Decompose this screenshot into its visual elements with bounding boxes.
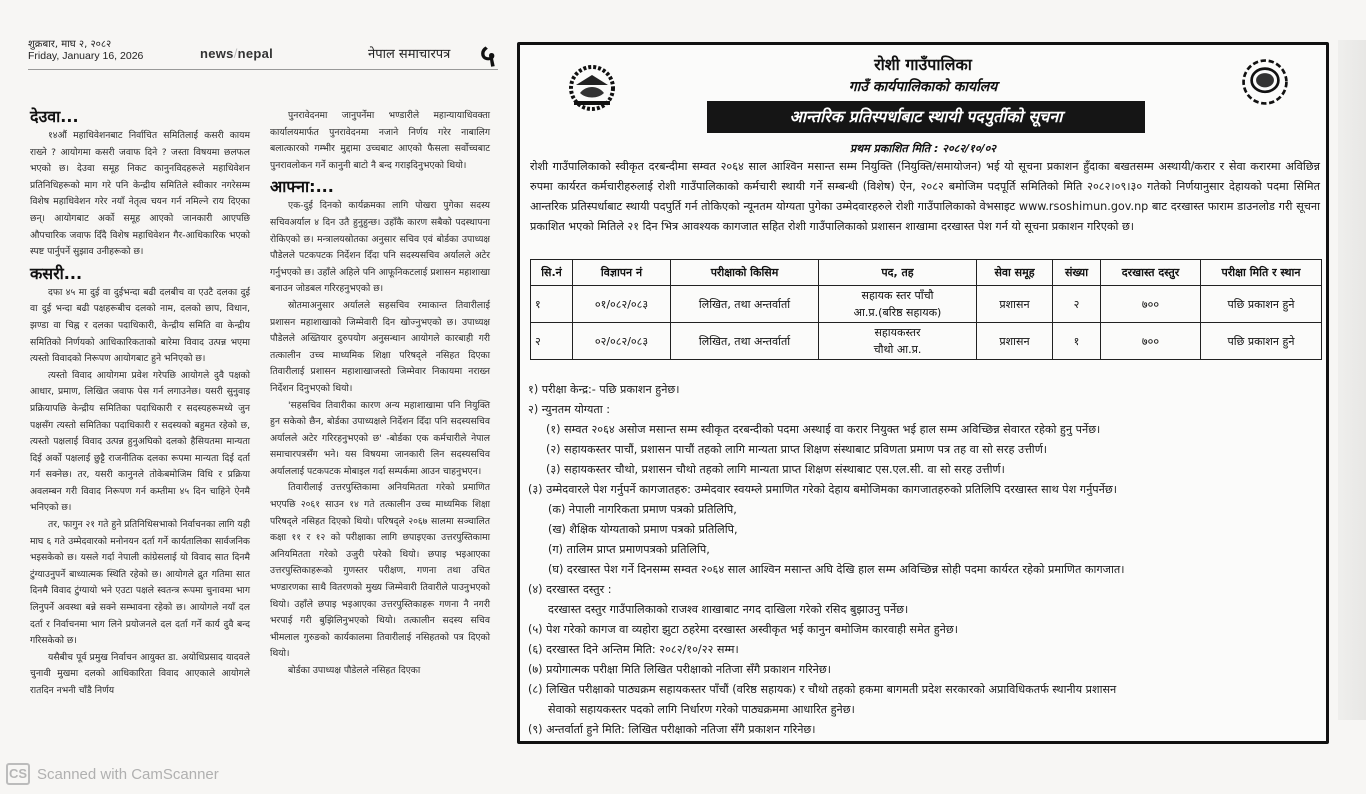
newspaper-header bbox=[28, 36, 498, 74]
list-item: (४) दरखास्त दस्तुर : bbox=[528, 583, 612, 596]
article-paragraph: यसैबीच पूर्व प्रमुख निर्वाचन आयुक्त डा. अयोधिप्रसाद यादवले चुनावी मुखमा दलको आधिकारिता विवाद आएकाले आयोगले रातदिन नभनी चाँडै निर्णय bbox=[30, 651, 250, 696]
list-item: (ख) शैक्षिक योग्यताको प्रमाण पत्रको प्रतिलिपि, bbox=[548, 523, 738, 536]
article-paragraph: 'सहसचिव तिवारीका कारण अन्य महाशाखामा पनि नियुक्ति हुन सकेको छैन, बोर्डका उपाध्यक्षले निर्देशन दिँदा पनि सदस्यसचिव अर्यालले अटेर गरिरहनुभएको छ' -बोर्डका एक कर्मचारीले नेपाल समाचारपत्रसँग भने। यस विषयमा जानकारी लिन सदस्यसचिव अर्याललाई पटकपटक मोबाइल गर्दा सम्पर्कमा आउन चाहनुभएन। bbox=[270, 399, 490, 477]
col-header: दरखास्त दस्तुर bbox=[1101, 260, 1201, 286]
article-heading: आफ्ना:... bbox=[270, 177, 334, 197]
col-header: विज्ञापन नं bbox=[573, 260, 671, 286]
article-paragraph: बोर्डका उपाध्यक्ष पौडेलले नसिहत दिएका bbox=[288, 665, 421, 676]
page-edge-shadow bbox=[1338, 40, 1366, 720]
notice-conditions-list bbox=[528, 380, 1328, 740]
list-item: (८) लिखित परीक्षाको पाठ्यक्रम सहायकस्तर पाँचौं (वरिष्ठ सहायक) र चौथो तहको हकमा बागमती प्रदेश सरकारको अप्राविधिकतर्फ स्थानीय प्रशासन bbox=[528, 683, 1117, 696]
newspaper-source: नेपाल समाचारपत्र bbox=[368, 47, 451, 62]
list-item: (५) पेश गरेको कागज वा व्यहोरा झुटा ठहरेमा दरखास्त अस्वीकृत भई कानुन बमोजिम कारवाही समेत हुनेछ। bbox=[528, 623, 958, 636]
col-header: सि.नं bbox=[531, 260, 573, 286]
article-heading: देउवा... bbox=[30, 107, 79, 126]
org-name: रोशी गाउँपालिका bbox=[874, 55, 972, 74]
article-heading: कसरी... bbox=[30, 263, 83, 283]
table-header-row bbox=[531, 260, 1322, 286]
list-item: (१) सम्वत २०६४ असोज मसान्त सम्म स्वीकृत दरबन्दीको पदमा अस्थाई वा करार नियुक्त भई हाल सम्म अविच्छिन्न सेवारत रहेको हुनु पर्नेछ। bbox=[546, 423, 1101, 436]
job-notice bbox=[517, 42, 1329, 744]
vacancy-table bbox=[530, 259, 1322, 360]
col-header: सेवा समूह bbox=[977, 260, 1053, 286]
date-english: Friday, January 16, 2026 bbox=[28, 50, 144, 62]
first-published-date: प्रथम प्रकाशित मिति : २०८२/१०/०२ bbox=[849, 142, 997, 155]
article-paragraph: तर, फागुन २१ गते हुने प्रतिनिधिसभाको निर्वाचनका लागि यही माघ ६ गते उम्मेदवारको मनोनयन दर्ता गर्ने कार्यतालिका सार्वजनिक भइसकेको छ। यसले गर्दा नेपाली कांग्रेसलाई यो विवाद सात दिनमै टुंग्याउनुपर्ने बाध्यात्मक स्थिति रहेको छ। आयोगले द्रुत गतिमा सात दिनमै विवाद टुंग्यायो भने एउटा पक्षले स्वतन्त्र रूपमा चुनावमा भाग लिनुपर्ने अवस्था बन्ने सक्ने सम्भावना रहेको छ। आयोगले नयाँ दल दर्ता र निर्वाचनमा भाग लिने प्रयोजनले दल दर्ता गर्ने कार्य दुवै बन्द गरिसकेको छ। bbox=[30, 519, 250, 647]
list-item: १) परीक्षा केन्द्र:- पछि प्रकाशन हुनेछ। bbox=[528, 383, 680, 396]
table-row: २ ०२/०८२/०८३ लिखित, तथा अन्तर्वार्ता सहायकस्तर चौथो आ.प्र. प्रशासन १ ७०० पछि प्रकाशन हुने bbox=[531, 323, 1322, 360]
col-header: परीक्षाको किसिम bbox=[671, 260, 819, 286]
list-item: (३) उम्मेदवारले पेश गर्नुपर्ने कागजातहरु: उम्मेदवार स्वयम्ले प्रमाणित गरेको देहाय बमोजिमका कागजातहरुको प्रतिलिपि दरखास्त साथ पेश गर्नुपर्नेछ। bbox=[528, 483, 1117, 496]
date-nepali: शुक्रबार, माघ २, २०८२ bbox=[28, 39, 112, 50]
col-header: पद, तह bbox=[819, 260, 977, 286]
article-paragraph: त्यस्तो विवाद आयोगमा प्रवेश गरेपछि आयोगले दुवै पक्षको आधार, प्रमाण, लिखित जवाफ पेस गर्न लगाउनेछ। यसरी सुनुवाइ प्रक्रियापछि केन्द्रीय समितिका पदाधिकारी र सदस्यहरूमध्ये जुन पक्षसँग त्यस्तो समितिका पदाधिकारी र सदस्यको बहुमत रहेको छ, त्यस्तो पक्षलाई विवाद उत्पन्न हुनुअघिको दलको हैसियतमा मान्यता दिई अर्को पक्षलाई छुट्टै राजनीतिक दलका रूपमा मान्यता दिई दर्ता गर्न सक्नेछ। तर, यसरी कानुनले तोकेबमोजिम विधि र प्रक्रिया अवलम्बन गरी विवाद निरूपण गर्न कम्तीमा ४५ दिन चाहिने ऐनमै भनिएको छ। bbox=[30, 369, 250, 514]
watermark-text: Scanned with CamScanner bbox=[37, 765, 219, 783]
list-item: (९) अन्तर्वार्ता हुने मिति: लिखित परीक्षाको नतिजा सँगै प्रकाशन गरिनेछ। bbox=[528, 723, 816, 736]
article-column-1 bbox=[30, 104, 250, 700]
list-item: (३) सहायकस्तर चौथो, प्रशासन चौथो तहको लागि मान्यता प्राप्त शिक्षण संस्थाबाट एस.एल.सी. वा सो सरह उत्तीर्ण। bbox=[546, 463, 1005, 476]
list-item: (२) सहायकस्तर पाचौं, प्रशासन पाचौं तहको लागि मान्यता प्राप्त शिक्षण संस्थाबाट प्रविणता प्रमाण पत्र तह वा सो सरह उत्तीर्ण। bbox=[546, 443, 1048, 456]
article-paragraph: दफा ४५ मा दुई वा दुईभन्दा बढी दलबीच वा एउटै दलका दुई वा दुई भन्दा बढी पक्षहरूबीच दलको नाम, दलको छाप, विधान, झण्डा वा चिह्न र दलका पदाधिकारी, केन्द्रीय समिति वा केन्द्रीय समितिको निर्णयको आधिकारिकताको बारेमा विवाद उत्पन्न भएमा त्यस्तो विवादको निरूपण आयोगबाट हुने भनिएको छ। bbox=[30, 286, 250, 365]
table-row: १ ०१/०८२/०८३ लिखित, तथा अन्तर्वार्ता सहायक स्तर पाँचौ आ.प्र.(बरिष्ठ सहायक) प्रशासन २ ७०० पछि प्रकाशन हुने bbox=[531, 286, 1322, 323]
notice-banner: आन्तरिक प्रतिस्पर्धाबाट स्थायी पदपुर्तीको सूचना bbox=[707, 101, 1145, 133]
list-item: दरखास्त दस्तुर गाउँपालिकाको राजश्व शाखाबाट नगद दाखिला गरेको रसिद बुझाउनु पर्नेछ। bbox=[548, 603, 909, 616]
camscanner-logo-icon: CS bbox=[6, 763, 30, 785]
list-item: (७) प्रयोगात्मक परीक्षा मिति लिखित परीक्षाको नतिजा सँगै प्रकाशन गरिनेछ। bbox=[528, 663, 831, 676]
list-item: (ग) तालिम प्राप्त प्रमाणपत्रको प्रतिलिपि, bbox=[548, 543, 710, 556]
col-header: परीक्षा मिति र स्थान bbox=[1201, 260, 1322, 286]
camscanner-watermark bbox=[6, 762, 219, 786]
list-item: (६) दरखास्त दिने अन्तिम मिति: २०८२/१०/२२ सम्म। bbox=[528, 643, 739, 656]
article-paragraph: एक-दुई दिनको कार्यक्रमका लागि पोखरा पुगेका सदस्य सचिवअर्याल ४ दिन उतै हुनुहुन्छ। उहाँकै कारण सबैको पदस्थापना रोकिएको छ। मन्त्रालयस्रोतका अनुसार सचिव एवं बोर्डका उपाध्यक्ष पौडेलले पटकपटक निर्देशन दिँदा पनि सदस्यसचिव अर्यालले अटेर गर्नुभएको छ। उहाँले अहिले पनि आफूनिकटलाई प्रशासन महाशाखा बनाउन जोडबल गरिरहनुभएको छ। bbox=[270, 200, 490, 295]
article-paragraph: पुनरावेदनमा जानुपर्नेमा भण्डारीले महान्यायाधिवक्ता कार्यालयमार्फत पुनरावेदनमा नजाने निर्णय गरेर नाबालिग बलात्कारको गम्भीर मुद्दामा उच्चबाट आएको फैसला सर्वोच्चबाट पुनरावलोकन गर्ने कानुनी बाटो नै बन्द गराइदिनुभएको थियो। bbox=[270, 110, 490, 171]
list-item: (घ) दरखास्त पेश गर्ने दिनसम्म सम्वत २०६४ साल आश्विन मसान्त अघि देखि हाल सम्म अविच्छिन्न सोही पदमा कार्यरत रहेको प्रमाणित कागजात। bbox=[548, 563, 1125, 576]
article-column-2 bbox=[270, 108, 490, 680]
list-item: सेवाको सहायकस्तर पदको लागि निर्धारण गरेको पाठ्यक्रममा आधारित हुनेछ। bbox=[548, 703, 855, 716]
list-item: (क) नेपाली नागरिकता प्रमाण पत्रको प्रतिलिपि, bbox=[548, 503, 737, 516]
article-paragraph: स्रोतमाअनुसार अर्यालले सहसचिव रमाकान्त तिवारीलाई प्रशासन महाशाखाको जिम्मेवारी दिन खोज्नुभएको छ। उपाध्यक्ष पौडेलले अख्तियार दुरुपयोग अनुसन्धान आयोगले कारबाही गरी तत्कालीन उच्च माध्यमिक शिक्षा परिषद्ले नसिहत दिएका तिवारीलाई प्रशासन महाशाखाजस्तो जिम्मेवार निकायमा नराख्न निर्देशन दिनुभएको थियो। bbox=[270, 299, 490, 394]
notice-intro: रोशी गाउँपालिकाको स्वीकृत दरबन्दीमा सम्वत २०६४ साल आश्विन मसान्त सम्म नियुक्ति (नियुक्ति/समायोजन) भई यो सूचना प्रकाशन हुँदाका बखतसम्म अस्थायी/करार र सेवा करारमा अविछिन्न रुपमा कार्यरत कर्मचारीहरुलाई रोशी गाउँपालिकाको कर्मचारी स्थायी गर्ने सम्बन्धी (विशेष) ऐन, २०८२ बमोजिम पदपूर्ति समितिको मिति २०८२।०९।३० गतेको निर्णयानुसार देहायको पदमा सिमित आन्तरिक प्रतिस्पर्धाबाट स्थायी पदपुर्ति गर्न तोकिएको न्यूनतम योग्यता पुगेका उम्मेदवारहरुले रोशी गाउँपालिकाको वेभसाइट www.rsoshimun.gov.np बाट दरखास्त फाराम डाउनलोड गरी सूचना प्रकाशित भएको मितिले २१ दिन भित्र आवश्यक कागजात सहित रोशी गाउँपालिकाको प्रशासन शाखामा दरखास्त पेश गर्न यो सूचना प्रकाशन गरिएको छ। bbox=[530, 160, 1320, 233]
list-item: २) न्युनतम योग्यता : bbox=[528, 403, 610, 416]
article-paragraph: तिवारीलाई उत्तरपुस्तिकामा अनियमितता गरेको प्रमाणित भएपछि २०६१ साउन १४ गते तत्कालीन उच्च माध्यमिक शिक्षा परिषद्ले नसिहत दिएको थियो। परिषद्ले २०६७ सालमा सञ्चालित कक्षा ११ र १२ को परीक्षाका लागि छपाइएका उत्तरपुस्तिकामा अनियमितता गरेको उजुरी परेको थियो। छपाइ भइआएका उत्तरपुस्तिकाहरूको गुणस्तर परीक्षण, गणना तथा उचित भण्डारणका साथै वितरणको मुख्य जिम्मेवारी तिवारीले पाउनुभएको थियो। उहाँले छपाइ भइआएका उत्तरपुस्तिकाहरू गणना नै नगरी भरपाई गरी बुझिलिनुभएको थियो। तत्कालीन सदस्य सचिव भीमलाल गुरुङको कार्यकालमा तिवारीलाई नसिहतको पत्र दिएको थियो। bbox=[270, 482, 490, 660]
newspaper-brand: news/nepal bbox=[200, 46, 274, 61]
office-name: गाउँ कार्यपालिकाको कार्यालय bbox=[848, 79, 998, 95]
page-number: ५ bbox=[480, 39, 496, 74]
article-paragraph: १४औं महाधिवेशनबाट निर्वाचित समितिलाई कसरी कायम राख्ने ? आयोगमा कसरी जवाफ दिने ? जस्ता विषयमा छलफल भएको छ। देउवा समूह निकट कानुनविदहरूले महाधिवेशन प्रतिनिधिहरूको माग गरे पनि केन्द्रीय समितिले स्वीकार नगरेसम्म विशेष महाधिवेशन गरेर नयाँ नेतृत्व चयन गर्न नमिल्ने राय दिएका छन्। आयोगबाट अर्को समूह आएको जानकारी आएपछि औपचारिक जवाफ दिँदै विशेष महाधिवेशन गैर-आधिकारिक भएको स्पष्ट पार्नुपर्ने सुझाव उनीहरूको छ। bbox=[30, 130, 250, 258]
col-header: संख्या bbox=[1053, 260, 1101, 286]
